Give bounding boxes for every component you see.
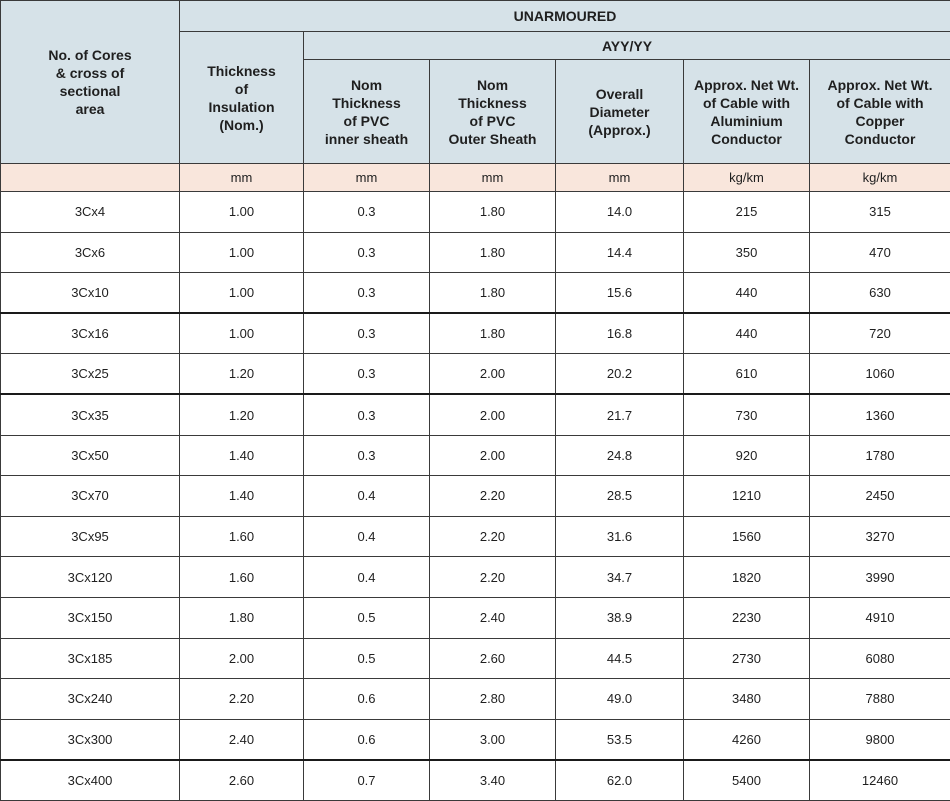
table-row: [1, 435, 950, 476]
value-cell: 2.00: [430, 435, 556, 476]
value-cell: 3.40: [430, 760, 556, 801]
value-cell: 315: [810, 192, 950, 233]
header-weight-copper: Approx. Net Wt. of Cable with Copper Conductor: [810, 60, 950, 164]
table-row: [1, 232, 950, 273]
value-cell: 4910: [810, 597, 950, 638]
value-cell: 1.20: [180, 354, 304, 395]
value-cell: 0.3: [304, 354, 430, 395]
value-cell: 2.00: [430, 354, 556, 395]
value-cell: 9800: [810, 719, 950, 760]
value-cell: 1.80: [180, 597, 304, 638]
value-cell: 2.00: [430, 394, 556, 435]
value-cell: 49.0: [556, 679, 684, 720]
value-cell: 1.40: [180, 476, 304, 517]
value-cell: 1210: [684, 476, 810, 517]
value-cell: 0.3: [304, 435, 430, 476]
value-cell: 2.20: [430, 476, 556, 517]
value-cell: 4260: [684, 719, 810, 760]
value-cell: 0.3: [304, 192, 430, 233]
value-cell: 2.20: [430, 516, 556, 557]
value-cell: 5400: [684, 760, 810, 801]
value-cell: 0.6: [304, 679, 430, 720]
table-row: [1, 557, 950, 598]
value-cell: 470: [810, 232, 950, 273]
cores-area-cell: 3Cx150: [1, 597, 180, 638]
table-row: [1, 760, 950, 801]
table-row: [1, 719, 950, 760]
value-cell: 1.00: [180, 232, 304, 273]
value-cell: 0.7: [304, 760, 430, 801]
cores-area-cell: 3Cx95: [1, 516, 180, 557]
value-cell: 2.40: [430, 597, 556, 638]
cores-area-cell: 3Cx10: [1, 273, 180, 314]
value-cell: 3.00: [430, 719, 556, 760]
table-row: [1, 273, 950, 314]
value-cell: 1.80: [430, 273, 556, 314]
value-cell: 440: [684, 313, 810, 354]
value-cell: 2450: [810, 476, 950, 517]
value-cell: 0.3: [304, 232, 430, 273]
table-row: [1, 192, 950, 233]
value-cell: 44.5: [556, 638, 684, 679]
value-cell: 3270: [810, 516, 950, 557]
header-unarmoured: UNARMOURED: [180, 1, 950, 32]
cores-area-cell: 3Cx300: [1, 719, 180, 760]
value-cell: 2.80: [430, 679, 556, 720]
value-cell: 1.00: [180, 273, 304, 314]
value-cell: 38.9: [556, 597, 684, 638]
value-cell: 0.3: [304, 394, 430, 435]
cores-area-cell: 3Cx25: [1, 354, 180, 395]
value-cell: 720: [810, 313, 950, 354]
value-cell: 1060: [810, 354, 950, 395]
value-cell: 0.5: [304, 597, 430, 638]
value-cell: 730: [684, 394, 810, 435]
unit-cell: mm: [556, 164, 684, 192]
value-cell: 1.80: [430, 313, 556, 354]
value-cell: 2.00: [180, 638, 304, 679]
value-cell: 15.6: [556, 273, 684, 314]
value-cell: 2.20: [180, 679, 304, 720]
value-cell: 3990: [810, 557, 950, 598]
value-cell: 1360: [810, 394, 950, 435]
header-overall-diameter: Overall Diameter (Approx.): [556, 60, 684, 164]
value-cell: 2230: [684, 597, 810, 638]
value-cell: 630: [810, 273, 950, 314]
value-cell: 0.4: [304, 476, 430, 517]
value-cell: 21.7: [556, 394, 684, 435]
value-cell: 53.5: [556, 719, 684, 760]
header-insulation-thickness: Thickness of Insulation (Nom.): [180, 32, 304, 164]
value-cell: 28.5: [556, 476, 684, 517]
table-row: [1, 516, 950, 557]
value-cell: 350: [684, 232, 810, 273]
value-cell: 440: [684, 273, 810, 314]
value-cell: 0.4: [304, 557, 430, 598]
value-cell: 24.8: [556, 435, 684, 476]
value-cell: 12460: [810, 760, 950, 801]
unit-cell: [1, 164, 180, 192]
value-cell: 1.80: [430, 232, 556, 273]
value-cell: 1780: [810, 435, 950, 476]
value-cell: 0.3: [304, 313, 430, 354]
value-cell: 1.00: [180, 192, 304, 233]
value-cell: 3480: [684, 679, 810, 720]
value-cell: 920: [684, 435, 810, 476]
units-row: [1, 164, 950, 192]
value-cell: 610: [684, 354, 810, 395]
unit-cell: mm: [430, 164, 556, 192]
value-cell: 1.60: [180, 557, 304, 598]
table-row: [1, 394, 950, 435]
header-inner-sheath-thickness: Nom Thickness of PVC inner sheath: [304, 60, 430, 164]
cores-area-cell: 3Cx35: [1, 394, 180, 435]
value-cell: 1.20: [180, 394, 304, 435]
header-cores-area: No. of Cores & cross of sectional area: [1, 1, 180, 164]
cores-area-cell: 3Cx70: [1, 476, 180, 517]
header-outer-sheath-thickness: Nom Thickness of PVC Outer Sheath: [430, 60, 556, 164]
value-cell: 1560: [684, 516, 810, 557]
value-cell: 7880: [810, 679, 950, 720]
unit-cell: kg/km: [684, 164, 810, 192]
cores-area-cell: 3Cx400: [1, 760, 180, 801]
cores-area-cell: 3Cx185: [1, 638, 180, 679]
value-cell: 1.60: [180, 516, 304, 557]
value-cell: 14.0: [556, 192, 684, 233]
value-cell: 1.00: [180, 313, 304, 354]
value-cell: 2.60: [430, 638, 556, 679]
value-cell: 16.8: [556, 313, 684, 354]
header-cable-type: AYY/YY: [304, 32, 950, 60]
unit-cell: mm: [304, 164, 430, 192]
cores-area-cell: 3Cx120: [1, 557, 180, 598]
table-row: [1, 354, 950, 395]
cores-area-cell: 3Cx16: [1, 313, 180, 354]
table-row: [1, 313, 950, 354]
table-body: [1, 164, 950, 801]
cores-area-cell: 3Cx240: [1, 679, 180, 720]
value-cell: 6080: [810, 638, 950, 679]
value-cell: 1.40: [180, 435, 304, 476]
value-cell: 0.5: [304, 638, 430, 679]
unit-cell: kg/km: [810, 164, 950, 192]
value-cell: 0.4: [304, 516, 430, 557]
value-cell: 1.80: [430, 192, 556, 233]
value-cell: 2730: [684, 638, 810, 679]
value-cell: 0.6: [304, 719, 430, 760]
table-row: [1, 597, 950, 638]
table-header: [1, 1, 950, 164]
table-row: [1, 476, 950, 517]
value-cell: 34.7: [556, 557, 684, 598]
cores-area-cell: 3Cx50: [1, 435, 180, 476]
cores-area-cell: 3Cx4: [1, 192, 180, 233]
value-cell: 20.2: [556, 354, 684, 395]
table-row: [1, 638, 950, 679]
value-cell: 2.40: [180, 719, 304, 760]
unit-cell: mm: [180, 164, 304, 192]
value-cell: 14.4: [556, 232, 684, 273]
value-cell: 31.6: [556, 516, 684, 557]
value-cell: 0.3: [304, 273, 430, 314]
header-weight-aluminium: Approx. Net Wt. of Cable with Aluminium Conductor: [684, 60, 810, 164]
value-cell: 215: [684, 192, 810, 233]
cores-area-cell: 3Cx6: [1, 232, 180, 273]
value-cell: 2.60: [180, 760, 304, 801]
value-cell: 1820: [684, 557, 810, 598]
value-cell: 2.20: [430, 557, 556, 598]
table-row: [1, 679, 950, 720]
value-cell: 62.0: [556, 760, 684, 801]
